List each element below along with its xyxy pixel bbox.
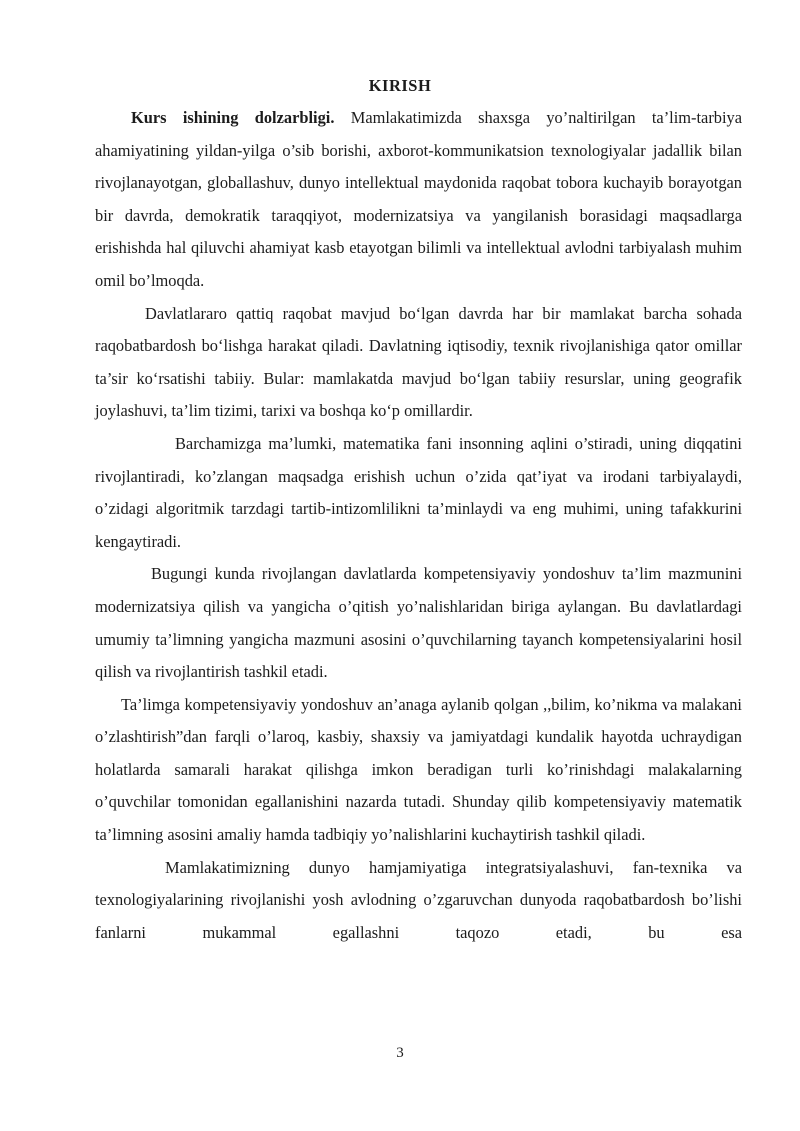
paragraph: Mamlakatimizning dunyo hamjamiyatiga integratsiyalashuvi, fan-texnika va texnologiyalarining rivojlanishi yosh avlodning o’zgaruvchan dunyoda raqobatbardosh bo’lishi fanlarni mukammal egallashni taqozo etadi, bu esa	[95, 857, 742, 942]
paragraph-text: Mamlakatimizda shaxsga yo’naltirilgan ta’lim-tarbiya ahamiyatining yildan-yilga o’sib borishi, axborot-kommunikatsion texnologiyalar jadallik bilan rivojlanayotgan, globallashuv, dunyo intellektual maydonida raqobat tobora kuchayib borayotgan bir davrda, demokratik taraqqiyot, modernizatsiya va yangilanish borasidagi maqsadlarga erishishda hal qiluvchi ahamiyat kasb etayotgan bilimli va intellektual avlodni tarbiyalash muhim omil bo’lmoqda.	[95, 108, 742, 290]
document-body	[95, 102, 742, 949]
paragraph: Bugungi kunda rivojlangan davlatlarda kompetensiyaviy yondoshuv ta’lim mazmunini modernizatsiya qilish va yangicha o’qitish yo’nalishlaridan biriga aylangan. Bu davlatlardagi umumiy ta’limning yangicha mazmuni asosini o’quvchilarning tayanch kompetensiyalarini hosil qilish va rivojlantirish tashkil etadi.	[95, 564, 742, 682]
paragraph-relevance	[95, 102, 742, 298]
paragraph-lead: Kurs ishining dolzarbligi.	[131, 108, 335, 127]
page-title: KIRISH	[368, 76, 432, 95]
paragraph: Ta’limga kompetensiyaviy yondoshuv an’anaga aylanib qolgan ,,bilim, ko’nikma va malakani o’zlashtirish”dan farqli o’laroq, kasbiy, shaxsiy va jamiyatdagi kundalik hayotda uchraydigan holatlarda samarali harakat qilishga imkon beradigan turli ko’rinishdagi malakalarning o’quvchilar tomonidan egallanishini nazarda tutadi. Shunday qilib kompetensiyaviy matematik ta’limning asosini amaliy hamda tadbiqiy yo’nalishlarini kuchaytirish tashkil qiladi.	[95, 694, 742, 845]
paragraph: Barchamizga ma’lumki, matematika fani insonning aqlini o’stiradi, uning diqqatini rivojlantiradi, ko’zlangan maqsadga erishish uchun o’zida qat’iyat va irodani tarbiyalaydi, o’zidagi algoritmik tarzdagi tartib-intizomlilikni ta’minlaydi va eng muhimi, uning tafakkurini kengaytiradi.	[95, 433, 742, 551]
paragraph: Davlatlararo qattiq raqobat mavjud bo‘lgan davrda har bir mamlakat barcha sohada raqobatbardosh bo‘lishga harakat qiladi. Davlatning iqtisodiy, texnik rivojlanishiga qator omillar ta’sir ko‘rsatishi tabiiy. Bular: mamlakatda mavjud bo‘lgan tabiiy resurslar, uning geografik joylashuvi, ta’lim tizimi, tarixi va boshqa ko‘p omillardir.	[95, 303, 742, 421]
page-number: 3	[396, 1045, 404, 1061]
